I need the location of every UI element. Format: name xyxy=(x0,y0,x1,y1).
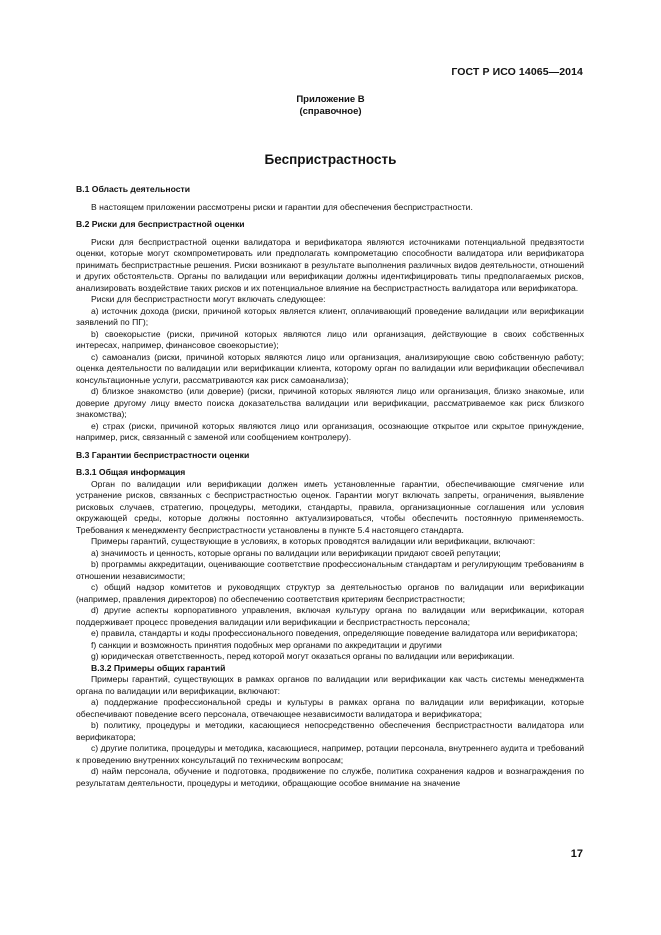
list-item: c) самоанализ (риски, причиной которых являются лицо или организация, анализирующие свою собственную работу; оценка деятельности по валидации или верификации клиента, которому орган по валидации или верификации обеспечивал консультационные услуги, рассматриваются как риск самоанализа); xyxy=(76,351,584,385)
subsection-b31-heading: В.3.1 Общая информация xyxy=(76,467,186,477)
list-item: d) найм персонала, обучение и подготовка, продвижение по службе, политика сохранения кадров и вознаграждения по результатам деятельности, процедуры и методики, обращающие особое внимание на значение xyxy=(76,766,584,788)
list-item: c) общий надзор комитетов и руководящих структур за деятельностью органов по валидации или верификации (например, правления директоров) по обеспечению соответствия критериям беспристрастности; xyxy=(76,582,584,604)
list-item: b) своекорыстие (риски, причиной которых являются лицо или организация, действующие в своих собственных интересах, например, финансовое своекорыстие); xyxy=(76,328,584,350)
paragraph: Примеры гарантий, существующие в условиях, в которых проводятся валидации или верификации, включают: xyxy=(91,536,536,546)
paragraph: Примеры гарантий, существующих в рамках органов по валидации или верификации как часть системы менеджмента органа по валидации или верификации, включают: xyxy=(76,674,584,696)
list-item: a) значимость и ценность, которые органы по валидации или верификации придают своей репутации; xyxy=(91,547,501,558)
paragraph: Риски для беспристрастной оценки валидатора и верификатора являются источниками потенциальной предвзятости оценки, которые могут скомпрометировать или предполагать компрометацию способности валидатора или верификатора принимать беспристрастные решения. Риски возникают в результате выполнения различных видов деятельности, отношений и других обстоятельств. Органы по валидации или верификации должны идентифицировать типы предполагаемых рисков, анализировать воздействие таких рисков и их потенциальное влияние на беспристрастность валидатора или верификатора. xyxy=(76,236,584,293)
list-item: g) юридическая ответственность, перед которой могут оказаться органы по валидации или верификации. xyxy=(91,651,515,661)
section-b3-heading: В.3 Гарантии беспристрастности оценки xyxy=(76,449,250,460)
page-title: Беспристрастность xyxy=(264,152,397,167)
standard-header: ГОСТ Р ИСО 14065—2014 xyxy=(451,66,583,78)
document-body xyxy=(76,184,584,789)
list-item: a) источник дохода (риски, причиной которых является клиент, оплачивающий проведение валидации или верификации заявлений по ПГ); xyxy=(76,305,584,327)
paragraph: Орган по валидации или верификации должен иметь установленные гарантии, обеспечивающие смягчение или устранение рисков, связанных с беспристрастностью оценок. Гарантии могут включать запреты, ограничения, выявление рисковых случаев, стратегию, процедуры, методики, стандарты, правила, организационные соглашения или условия окружающей среды, которые должны постоянно актуализироваться, чтобы обеспечить постоянную применяемость. Требования к менеджменту беспристрастности установлены в пункте 5.4 настоящего стандарта. xyxy=(76,478,584,535)
section-b1-text: В настоящем приложении рассмотрены риски и гарантии для обеспечения беспристрастности. xyxy=(91,201,473,212)
paragraph: Риски для беспристрастности могут включать следующее: xyxy=(91,294,326,304)
list-item: f) санкции и возможность принятия подобных мер органами по аккредитации и другими xyxy=(91,639,442,650)
list-item: d) близкое знакомство (или доверие) (риски, причиной которых являются лицо или организация, близко знакомые, или доверие другому лицу вместо поиска доказательства валидации или верификации, рассматриваемое как риск близкого знакомства); xyxy=(76,386,584,419)
list-item: b) программы аккредитации, оценивающие соответствие профессиональным стандартам и регулирующим требованиям в отношении независимости; xyxy=(76,559,584,581)
list-item: a) поддержание профессиональной среды и культуры в рамках органа по валидации или верификации, которые обеспечивают поведение всего персонала, отвечающее независимости валидатора и верификатора; xyxy=(76,697,584,719)
page-number: 17 xyxy=(570,848,583,860)
list-item: d) другие аспекты корпоративного управления, включая культуру органа по валидации или верификации, которая поддерживает процесс проведения валидации или верификации и беспристрастность персонала; xyxy=(76,605,584,627)
list-item: c) другие политика, процедуры и методика, касающиеся, например, ротации персонала, внутреннего аудита и требований к проведению внутренних консультаций по техническим вопросам; xyxy=(76,743,584,765)
list-item: b) политику, процедуры и методики, касающиеся непосредственно обеспечения беспристрастности валидатора или верификатора; xyxy=(76,720,584,742)
list-item: e) правила, стандарты и коды профессионального поведения, определяющие поведение валидатора или верификатора; xyxy=(91,628,578,638)
appendix-kind: (справочное) xyxy=(299,106,362,117)
section-b1-heading: В.1 Область деятельности xyxy=(76,184,191,194)
appendix-name: Приложение В xyxy=(296,94,365,105)
list-item: e) страх (риски, причиной которых являются лицо или организация, осознающие открытое или скрытое принуждение, например, риск, связанный с заменой или сообщением контролеру). xyxy=(76,420,584,442)
section-b2-heading: В.2 Риски для беспристрастной оценки xyxy=(76,219,245,229)
subsection-b32-heading: В.3.2 Примеры общих гарантий xyxy=(91,662,226,673)
